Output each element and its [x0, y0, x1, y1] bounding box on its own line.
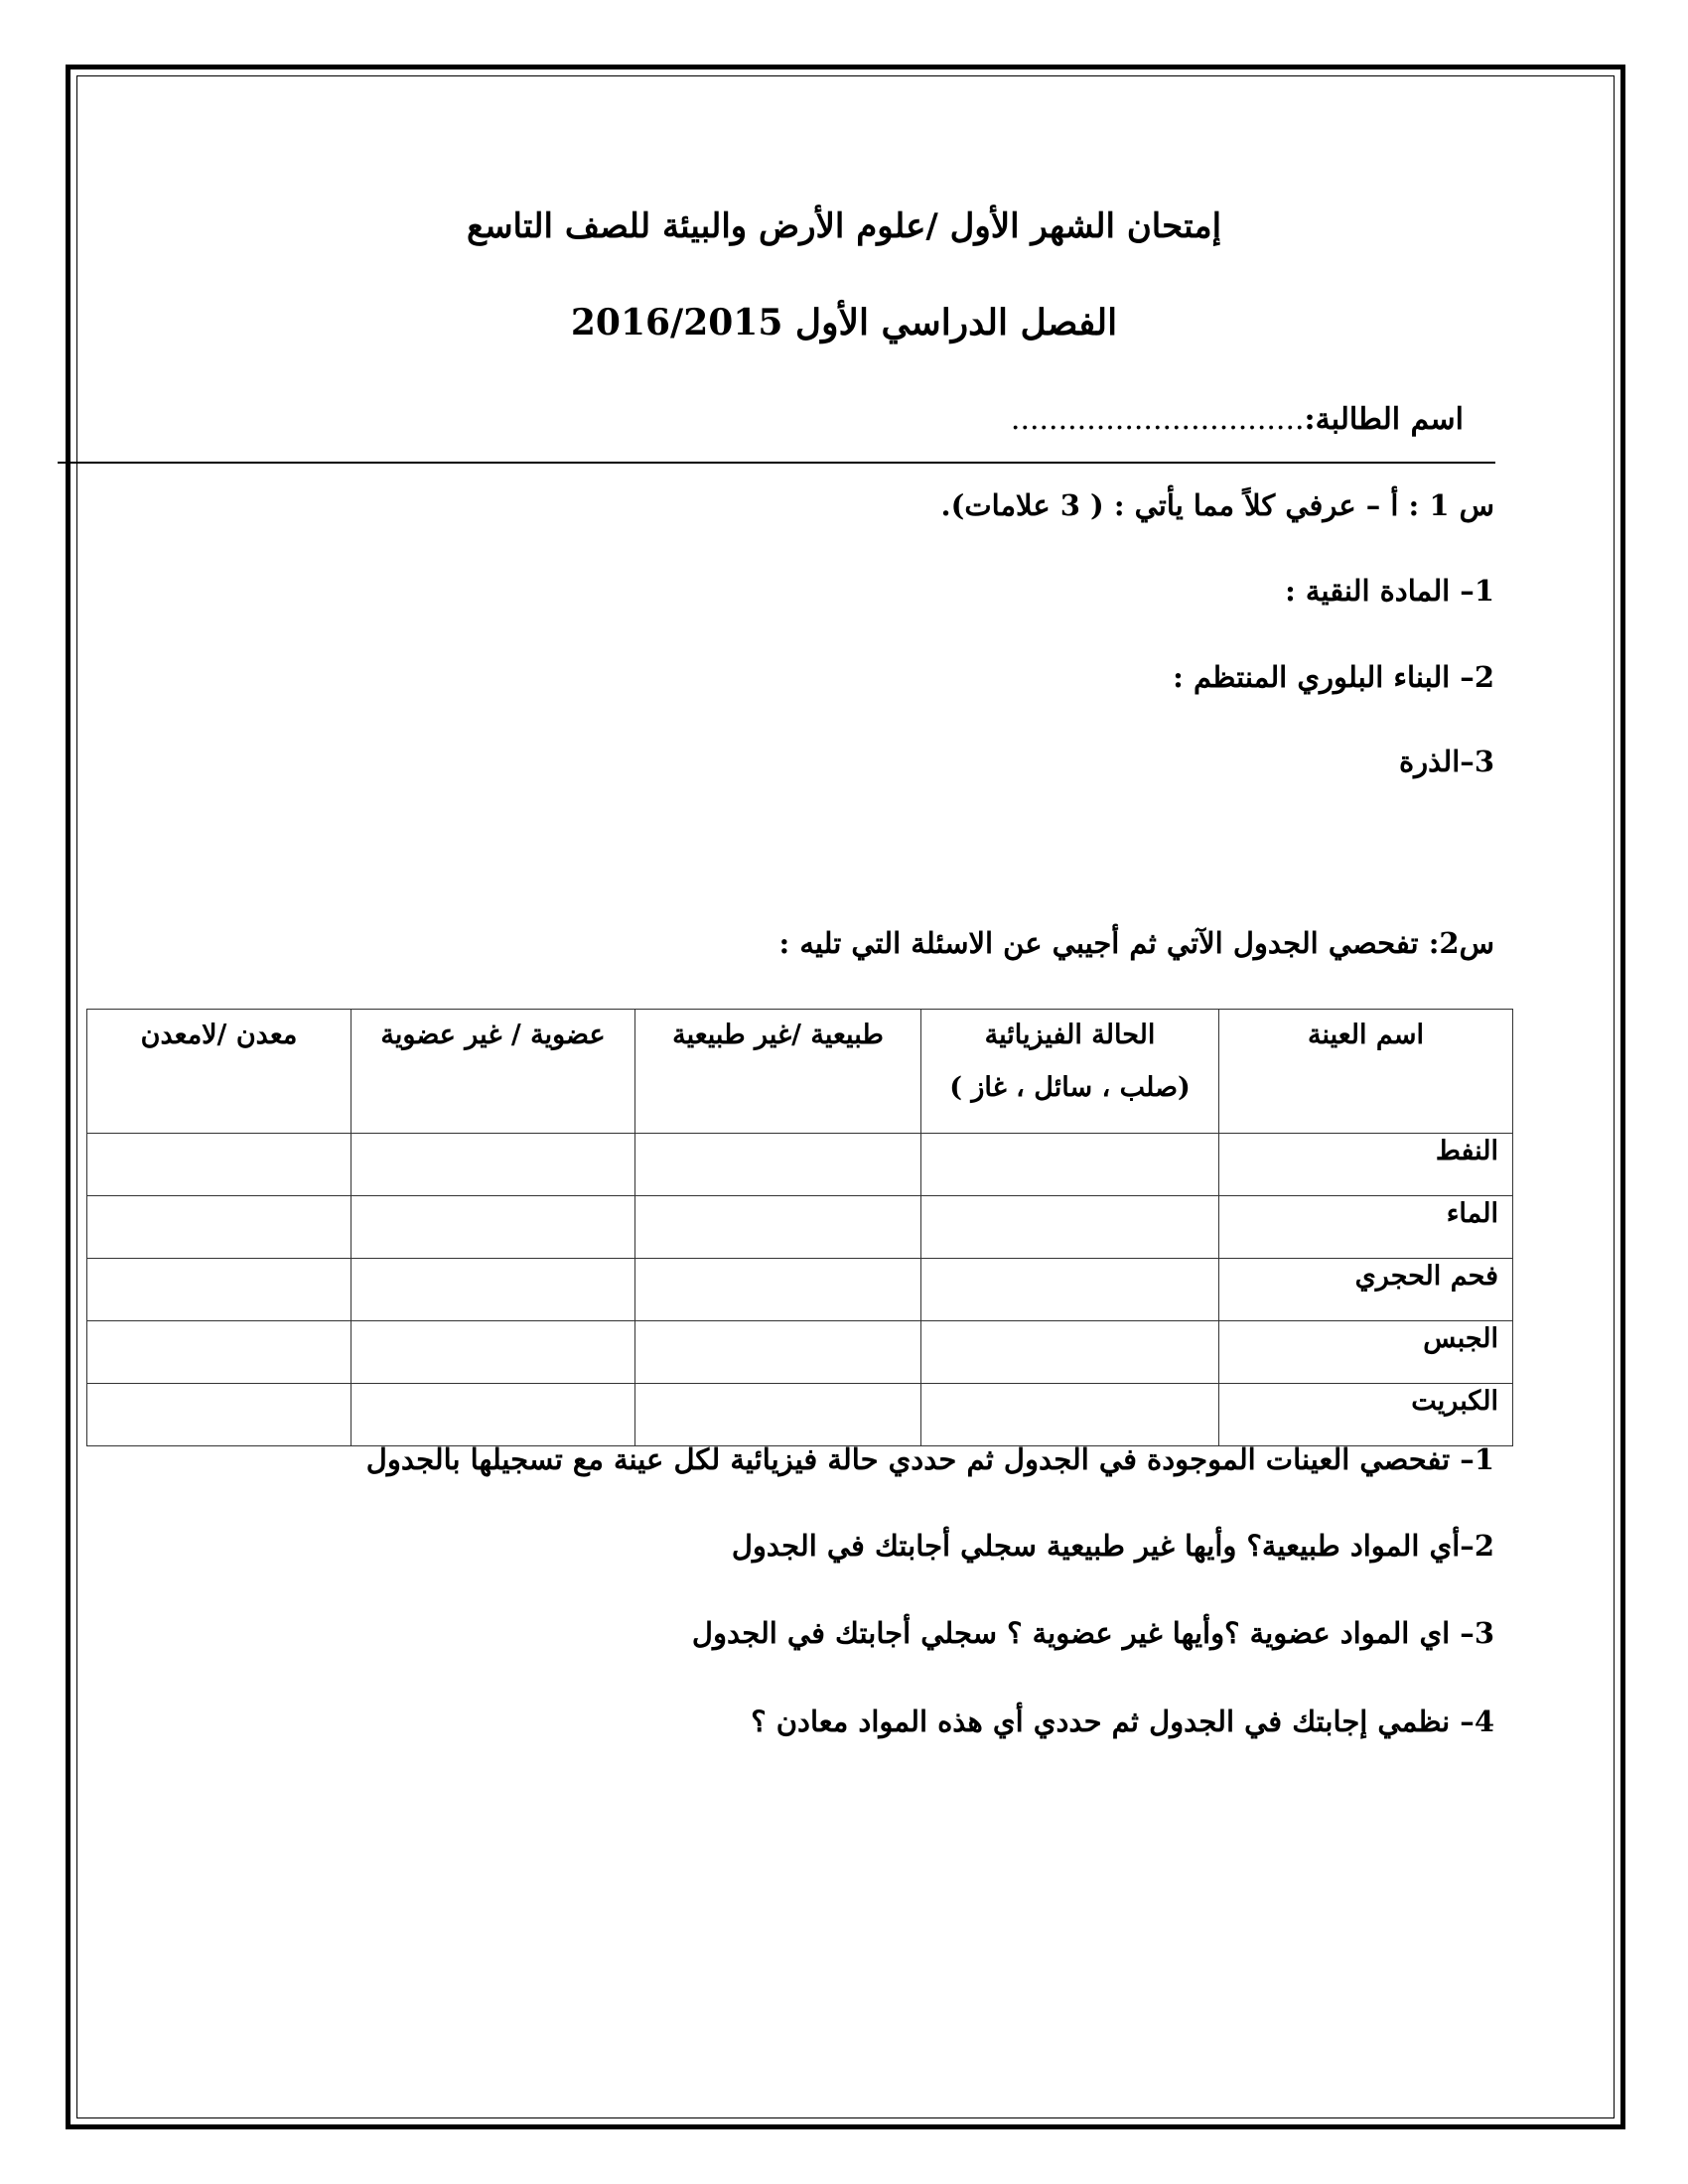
header-organic: عضوية / غير عضوية [352, 1010, 635, 1134]
answer-cell[interactable] [921, 1321, 1219, 1384]
header-divider [58, 462, 1495, 464]
answer-cell[interactable] [352, 1259, 635, 1321]
answer-cell[interactable] [352, 1384, 635, 1446]
student-name-line [1011, 402, 1464, 437]
answer-cell[interactable] [87, 1321, 352, 1384]
answer-cell[interactable] [635, 1134, 921, 1196]
answer-cell[interactable] [87, 1259, 352, 1321]
q2-question-4: 4– نظمي إجابتك في الجدول ثم حددي أي هذه المواد معادن ؟ [751, 1705, 1494, 1738]
answer-cell[interactable] [921, 1196, 1219, 1259]
exam-term: الفصل الدراسي الأول 2016/2015 [570, 302, 1118, 343]
answer-cell[interactable] [87, 1384, 352, 1446]
q1-item-3: 3–الذرة [1398, 745, 1494, 778]
answer-cell[interactable] [921, 1384, 1219, 1446]
answer-cell[interactable] [352, 1134, 635, 1196]
q2-question-1: 1– تفحصي العينات الموجودة في الجدول ثم حددي حالة فيزيائية لكل عينة مع تسجيلها بالجدول [365, 1442, 1494, 1476]
header-physical-state [921, 1010, 1219, 1134]
row-sample-name: الكبريت [1219, 1384, 1513, 1446]
table-row [87, 1196, 1513, 1259]
answer-cell[interactable] [921, 1134, 1219, 1196]
answer-cell[interactable] [635, 1384, 921, 1446]
row-sample-name: النفط [1219, 1134, 1513, 1196]
answer-cell[interactable] [635, 1259, 921, 1321]
row-sample-name: الماء [1219, 1196, 1513, 1259]
q2-heading: س2: تفحصي الجدول الآتي ثم أجيبي عن الاسئلة التي تليه : [778, 926, 1494, 960]
answer-cell[interactable] [635, 1321, 921, 1384]
samples-table [86, 1009, 1513, 1446]
answer-cell[interactable] [87, 1134, 352, 1196]
answer-cell[interactable] [635, 1196, 921, 1259]
q2-question-3: 3– اي المواد عضوية ؟وأيها غير عضوية ؟ سجلي أجابتك في الجدول [691, 1616, 1494, 1650]
row-sample-name: فحم الحجري [1219, 1259, 1513, 1321]
row-sample-name: الجبس [1219, 1321, 1513, 1384]
table-header-row [87, 1010, 1513, 1134]
exam-title: إمتحان الشهر الأول /علوم الأرض والبيئة للصف التاسع [466, 206, 1222, 246]
header-physical-state-sub: (صلب ، سائل ، غاز ) [949, 1072, 1191, 1103]
header-mineral: معدن /لامعدن [87, 1010, 352, 1134]
q1-item-1: 1– المادة النقية : [1285, 574, 1494, 608]
header-natural: طبيعية /غير طبيعية [635, 1010, 921, 1134]
q2-question-2: 2–أي المواد طبيعية؟ وأيها غير طبيعية سجلي أجابتك في الجدول [731, 1529, 1494, 1563]
table-row [87, 1134, 1513, 1196]
header-physical-state-label: الحالة الفيزيائية [984, 1020, 1156, 1050]
table-row [87, 1384, 1513, 1446]
student-name-dots: ............................... [1010, 402, 1305, 437]
answer-cell[interactable] [87, 1196, 352, 1259]
table-row [87, 1259, 1513, 1321]
answer-cell[interactable] [352, 1321, 635, 1384]
answer-cell[interactable] [352, 1196, 635, 1259]
q1-item-2: 2– البناء البلوري المنتظم : [1173, 660, 1494, 694]
table-row [87, 1321, 1513, 1384]
answer-cell[interactable] [921, 1259, 1219, 1321]
q1-heading: س 1 : أ – عرفي كلاً مما يأتي : ( 3 علامات). [940, 488, 1494, 522]
student-name-label: اسم الطالبة: [1304, 402, 1464, 437]
header-sample-name: اسم العينة [1219, 1010, 1513, 1134]
